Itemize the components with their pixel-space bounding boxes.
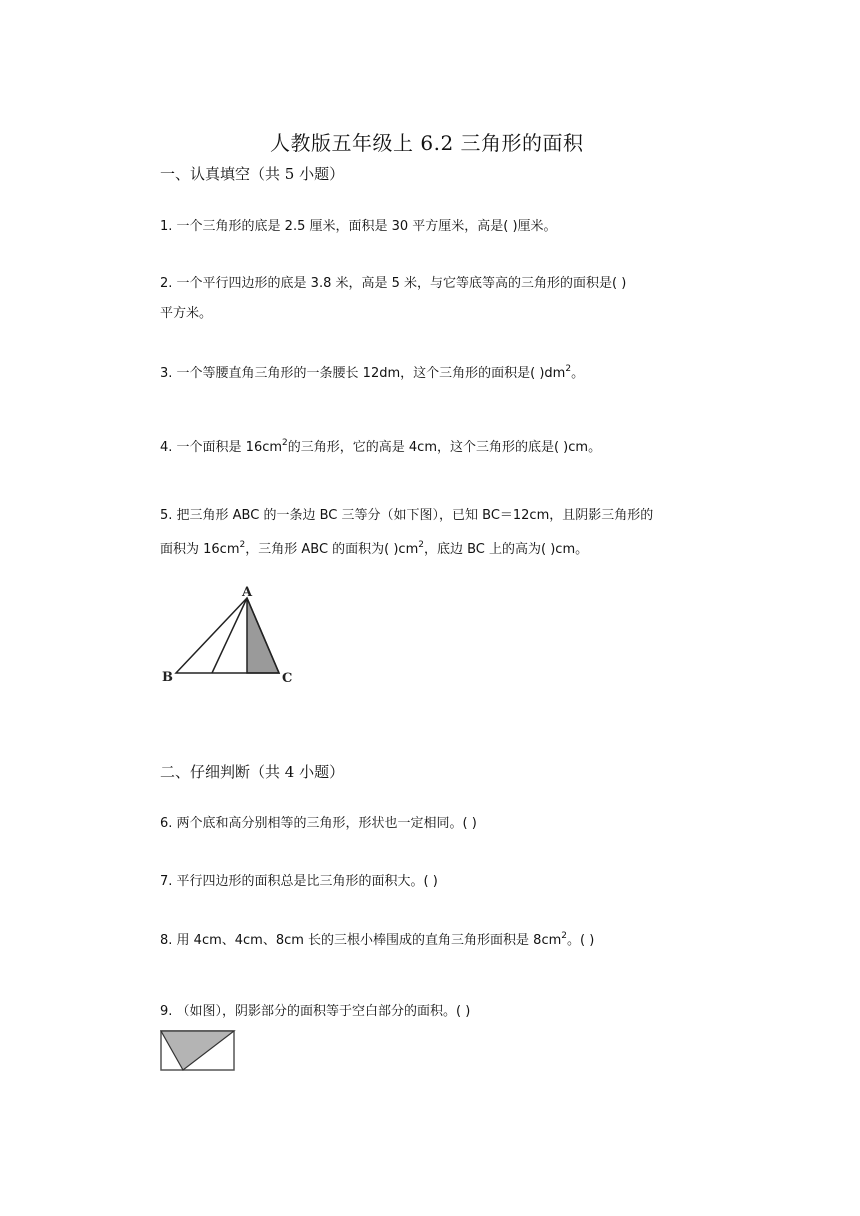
question-8-text: 8. 用 4cm、4cm、8cm 长的三根小棒围成的直角三角形面积是 8cm: [160, 933, 562, 948]
question-1: 1. 一个三角形的底是 2.5 厘米，面积是 30 平方厘米，高是( )厘米。: [160, 219, 557, 234]
triangle-abc-figure: [150, 585, 310, 690]
question-3-text: 3. 一个等腰直角三角形的一条腰长 12dm，这个三角形的面积是( )dm: [160, 366, 566, 381]
question-7: 7. 平行四边形的面积总是比三角形的面积大。( ): [160, 874, 438, 889]
superscript: 2: [282, 438, 288, 448]
question-5-text: 面积为 16cm: [160, 542, 240, 557]
question-5-end: ，底边 BC 上的高为( )cm。: [423, 542, 589, 557]
question-3-end: 。: [571, 366, 585, 381]
page-title: 人教版五年级上 6.2 三角形的面积: [270, 131, 584, 155]
question-4-end: 的三角形，它的高是 4cm，这个三角形的底是( )cm。: [287, 440, 602, 455]
vertex-label-b: B: [162, 670, 173, 685]
vertex-label-c: C: [282, 671, 293, 686]
question-5-line-2: [160, 538, 588, 557]
question-6: 6. 两个底和高分别相等的三角形，形状也一定相同。( ): [160, 816, 477, 831]
question-4-text: 4. 一个面积是 16cm: [160, 440, 283, 455]
superscript: 2: [239, 540, 246, 550]
question-5-line-1: 5. 把三角形 ABC 的一条边 BC 三等分（如下图），已知 BC＝12cm，且阴影三角形的: [160, 508, 654, 523]
superscript: 2: [565, 364, 572, 374]
rectangle-shaded-figure: [160, 1030, 236, 1072]
question-2-line-2: 平方米。: [160, 306, 213, 321]
superscript: 2: [561, 931, 567, 941]
question-4: [160, 436, 601, 455]
superscript: 2: [418, 540, 424, 550]
question-5-mid: ，三角形 ABC 的面积为( )cm: [245, 542, 419, 557]
question-8: [160, 929, 594, 948]
question-9: 9. （如图），阴影部分的面积等于空白部分的面积。( ): [160, 1004, 471, 1019]
vertex-label-a: A: [242, 585, 253, 600]
question-2-line-1: 2. 一个平行四边形的底是 3.8 米，高是 5 米，与它等底等高的三角形的面积是( ): [160, 276, 627, 291]
section-heading-fill-in: 一、认真填空（共 5 小题）: [160, 165, 345, 183]
question-8-end: 。( ): [567, 933, 595, 948]
question-3: [160, 362, 584, 381]
trisection-line-1: [212, 598, 247, 673]
section-heading-judgement: 二、仔细判断（共 4 小题）: [160, 763, 345, 781]
